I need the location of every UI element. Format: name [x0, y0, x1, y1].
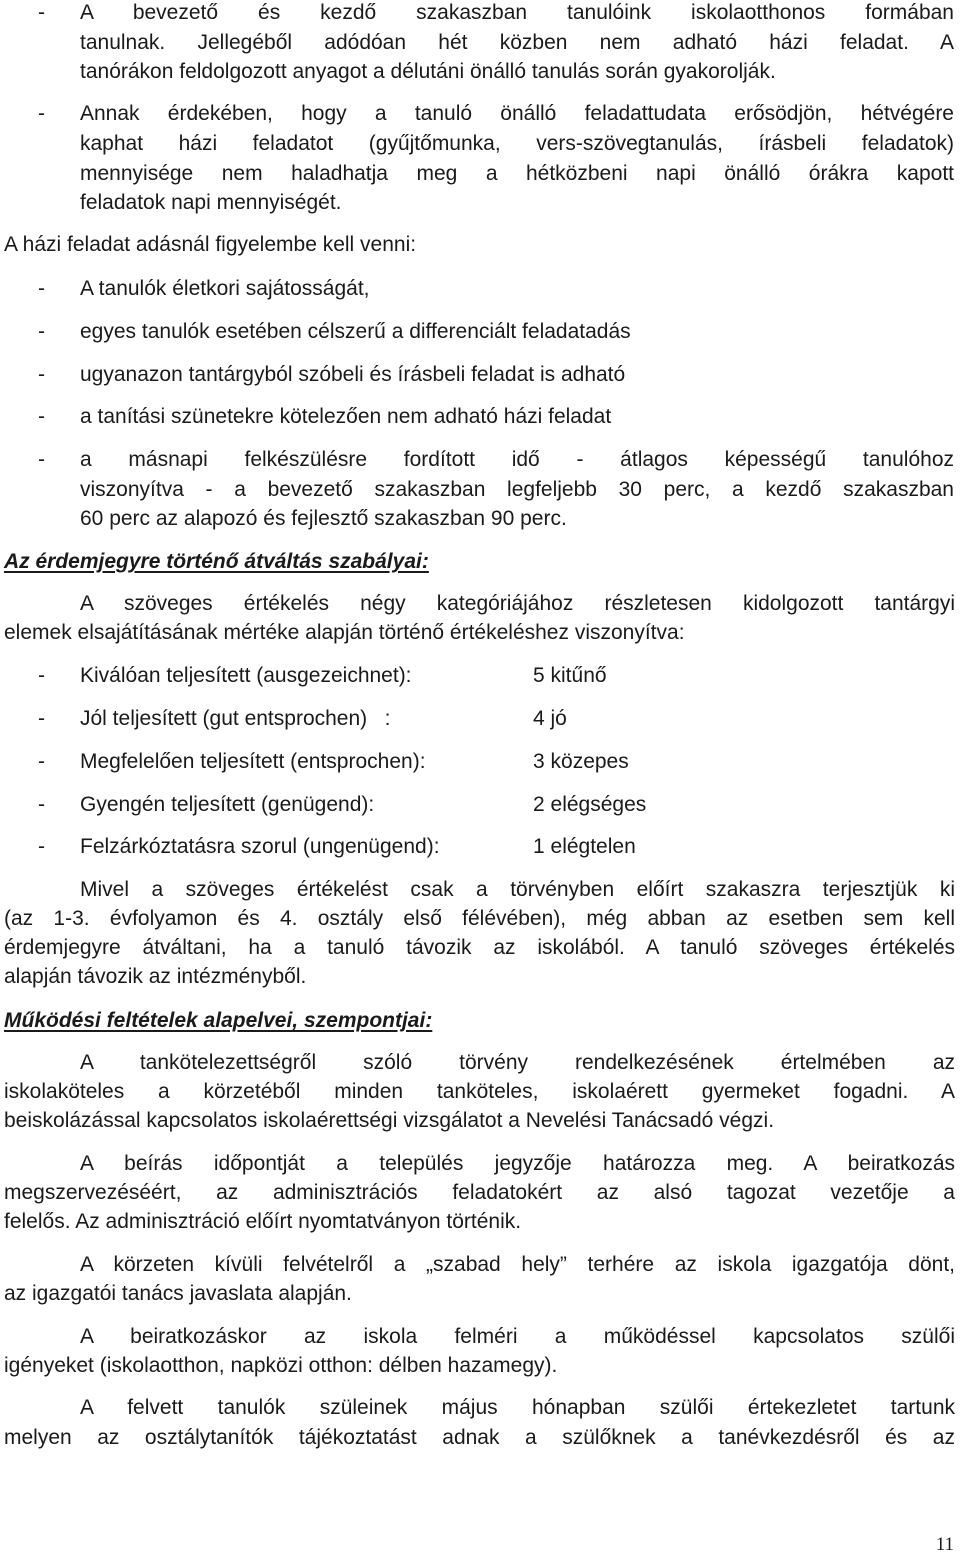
text-line: beiskolázással kapcsolatos iskolaérettségi vizsgálatot a Nevelési Tanácsadó végzi. [4, 1109, 775, 1132]
text-line: A szöveges értékelés négy kategóriájához részletesen kidolgozott tantárgyi [80, 592, 955, 615]
list-dash: - [38, 363, 45, 386]
list-item: a tanítási szünetekre kötelezően nem adható házi feladat [80, 405, 612, 428]
list-item: ugyanazon tantárgyból szóbeli és írásbeli feladat is adható [80, 363, 626, 386]
grade-label: Megfelelően teljesített (entsprochen): [80, 750, 426, 773]
grade-label: Jól teljesített (gut entsprochen) : [80, 707, 391, 730]
grade-value: 5 kitűnő [533, 664, 607, 687]
list-item: viszonyítva - a bevezető szakaszban legfeljebb 30 perc, a kezdő szakaszban [80, 478, 954, 501]
text-line: tanulnak. Jellegéből adódóan hét közben nem adható házi feladat. A [80, 31, 954, 54]
list-dash: - [38, 102, 45, 125]
text-line: mennyisége nem haladhatja meg a hétközbeni napi önálló órákra kapott [80, 162, 954, 185]
text-line: megszervezéséért, az adminisztrációs feladatokért az alsó tagozat vezetője a [4, 1181, 955, 1204]
grade-label: Gyengén teljesített (genügend): [80, 793, 375, 816]
text-line: A felvett tanulók szüleinek május hónapban szülői értekezletet tartunk [80, 1396, 955, 1419]
list-dash: - [38, 750, 45, 773]
list-dash: - [38, 664, 45, 687]
text-line: Annak érdekében, hogy a tanuló önálló feladattudata erősödjön, hétvégére [80, 102, 954, 125]
list-dash: - [38, 320, 45, 343]
text-line: az igazgatói tanács javaslata alapján. [4, 1282, 352, 1305]
grade-label: Felzárkóztatásra szorul (ungenügend): [80, 835, 440, 858]
text-line: iskolaköteles a körzetéből minden tanköteles, iskolaérett gyermeket fogadni. A [4, 1080, 955, 1103]
text-line: elemek elsajátításának mértéke alapján történő értékeléshez viszonyítva: [4, 621, 685, 644]
text-line: A tankötelezettségről szóló törvény rendelkezésének értelmében az [80, 1051, 955, 1074]
text-line: kaphat házi feladatot (gyűjtőmunka, vers-szövegtanulás, írásbeli feladatok) [80, 132, 954, 155]
text-line: A beiratkozáskor az iskola felméri a működéssel kapcsolatos szülői [80, 1325, 955, 1348]
text-line: (az 1-3. évfolyamon és 4. osztály első félévében), még abban az esetben sem kell [4, 907, 955, 930]
list-dash: - [38, 405, 45, 428]
text-line: érdemjegyre átváltani, ha a tanuló távozik az iskolából. A tanuló szöveges értékelés [4, 936, 955, 959]
text-line: A körzeten kívüli felvételről a „szabad hely” terhére az iskola igazgatója dönt, [80, 1253, 955, 1276]
homework-intro: A házi feladat adásnál figyelembe kell venni: [4, 233, 417, 256]
section-heading: Működési feltételek alapelvei, szempontjai: [4, 1009, 433, 1032]
text-line: tanórákon feldolgozott anyagot a délutáni önálló tanulás során gyakorolják. [80, 60, 776, 83]
list-item: A tanulók életkori sajátosságát, [80, 277, 370, 300]
list-item: 60 perc az alapozó és fejlesztő szakaszban 90 perc. [80, 507, 567, 530]
text-line: Mivel a szöveges értékelést csak a törvényben előírt szakaszra terjesztjük ki [80, 878, 955, 901]
grade-value: 4 jó [533, 707, 567, 730]
text-line: igényeket (iskolaotthon, napközi otthon: délben hazamegy). [4, 1354, 558, 1377]
text-line: A beírás időpontját a település jegyzője határozza meg. A beiratkozás [80, 1152, 955, 1175]
text-line: felelős. Az adminisztráció előírt nyomtatványon történik. [4, 1210, 522, 1233]
grade-value: 2 elégséges [533, 793, 647, 816]
grade-value: 3 közepes [533, 750, 629, 773]
list-dash: - [38, 793, 45, 816]
list-dash: - [38, 707, 45, 730]
section-heading: Az érdemjegyre történő átváltás szabályai: [4, 550, 429, 573]
grade-label: Kiválóan teljesített (ausgezeichnet): [80, 664, 412, 687]
list-dash: - [38, 277, 45, 300]
list-dash: - [38, 835, 45, 858]
list-dash: - [38, 448, 45, 471]
text-line: feladatok napi mennyiségét. [80, 191, 342, 214]
text-line: A bevezető és kezdő szakaszban tanulóink iskolaotthonos formában [80, 1, 954, 24]
grade-value: 1 elégtelen [533, 835, 636, 858]
text-line: alapján távozik az intézményből. [4, 965, 307, 988]
list-item: a másnapi felkészülésre fordított idő - átlagos képességű tanulóhoz [80, 448, 954, 471]
page-number: 11 [935, 1534, 954, 1555]
list-dash: - [38, 1, 45, 24]
list-item: egyes tanulók esetében célszerű a differenciált feladatadás [80, 320, 631, 343]
text-line: melyen az osztálytanítók tájékoztatást adnak a szülőknek a tanévkezdésről és az [4, 1426, 955, 1449]
